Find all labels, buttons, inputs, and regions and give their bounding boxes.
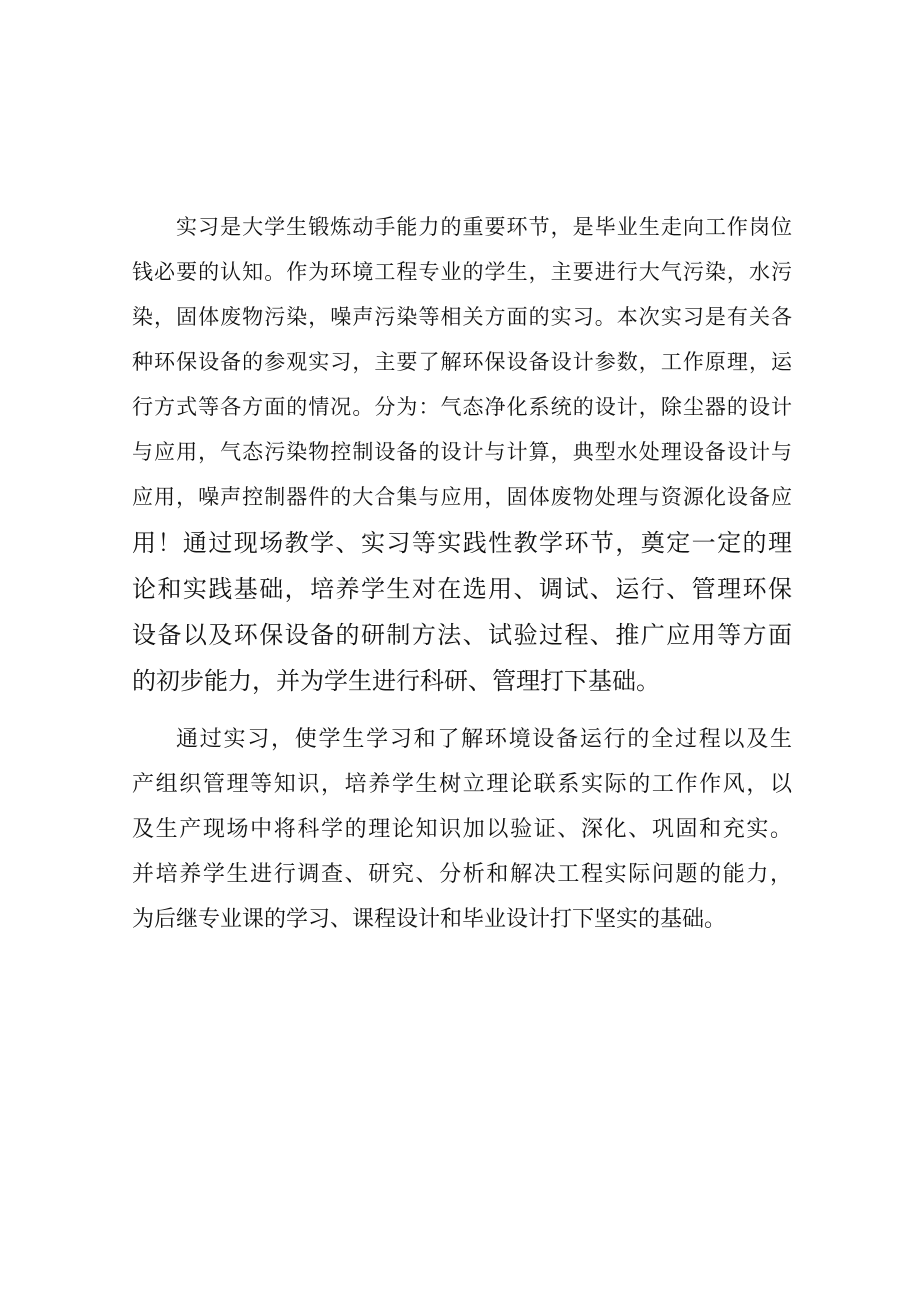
text-line: 及生产现场中将科学的理论知识加以验证、深化、巩固和充实。	[132, 817, 792, 842]
text-line: 种环保设备的参观实习，主要了解环保设备设计参数，工作原理，运	[132, 350, 792, 374]
text-line: 与应用，气态污染物控制设备的设计与计算，典型水处理设备设计与	[132, 440, 792, 464]
text-line: 行方式等各方面的情况。分为：气态净化系统的设计，除尘器的设计	[132, 395, 792, 419]
text-line: 染，固体废物污染，噪声污染等相关方面的实习。本次实习是有关各	[132, 305, 792, 329]
text-line: 通过实习，使学生学习和了解环境设备运行的全过程以及生	[176, 727, 792, 752]
text-line: 应用，噪声控制器件的大合集与应用，固体废物处理与资源化设备应	[132, 485, 792, 509]
document-body	[132, 205, 792, 942]
text-line: 设备以及环保设备的研制方法、试验过程、推广应用等方面	[132, 621, 792, 649]
text-line: 的初步能力，并为学生进行科研、管理打下基础。	[132, 667, 660, 695]
paragraph-2	[132, 717, 792, 942]
text-line: 论和实践基础，培养学生对在选用、调试、运行、管理环保	[132, 575, 792, 603]
paragraph-1	[132, 205, 792, 704]
text-line: 钱必要的认知。作为环境工程专业的学生，主要进行大气污染，水污	[132, 260, 792, 284]
text-line: 产组织管理等知识，培养学生树立理论联系实际的工作作风，以	[132, 772, 792, 797]
text-line: 并培养学生进行调查、研究、分析和解决工程实际问题的能力，	[132, 862, 792, 887]
text-line: 用！通过现场教学、实习等实践性教学环节，奠定一定的理	[132, 529, 792, 557]
text-line: 为后继专业课的学习、课程设计和毕业设计打下坚实的基础。	[132, 907, 727, 932]
text-line: 实习是大学生锻炼动手能力的重要环节，是毕业生走向工作岗位	[176, 215, 792, 239]
